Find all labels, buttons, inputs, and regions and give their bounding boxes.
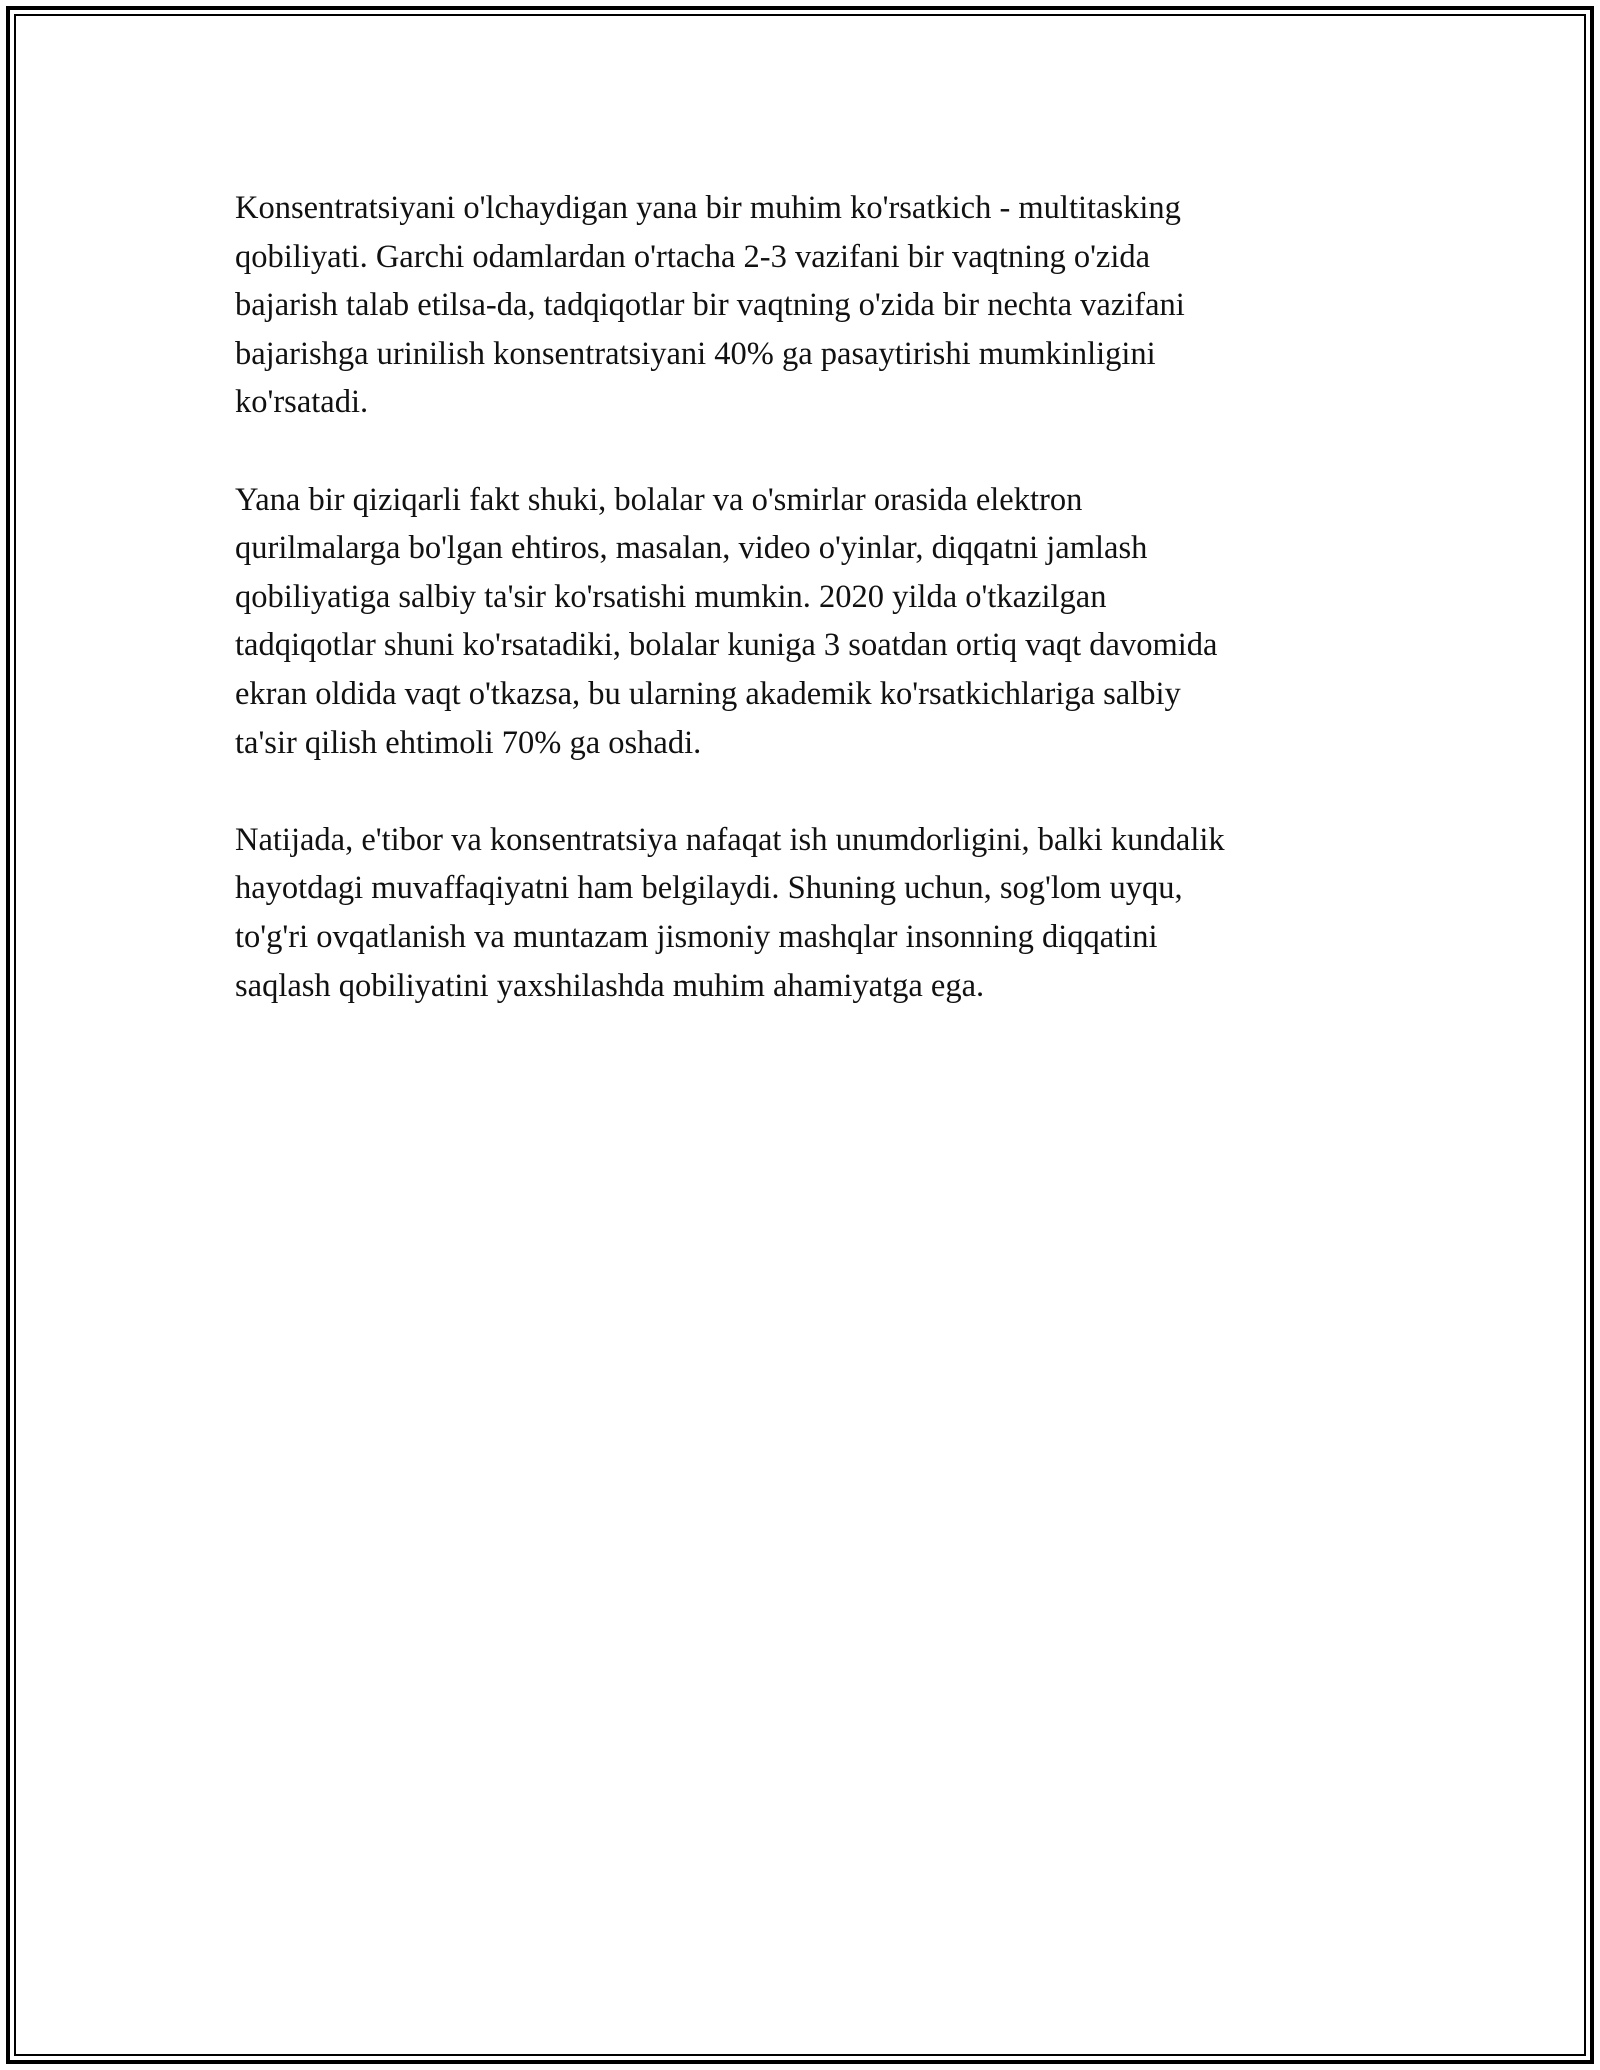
text-line: to'g'ri ovqatlanish va muntazam jismoniy mashqlar insonning diqqatini — [235, 918, 1158, 955]
text-line: tadqiqotlar shuni ko'rsatadiki, bolalar kuniga 3 soatdan ortiq vaqt davomida — [235, 627, 1218, 664]
text-line: bajarish talab etilsa-da, tadqiqotlar bir vaqtning o'zida bir nechta vazifani — [235, 287, 1185, 324]
text-line: hayotdagi muvaffaqiyatni ham belgilaydi. Shuning uchun, sog'lom uyqu, — [235, 870, 1183, 907]
text-line: Yana bir qiziqarli fakt shuki, bolalar va o'smirlar orasida elektron — [235, 481, 1083, 518]
text-line: qobiliyatiga salbiy ta'sir ko'rsatishi mumkin. 2020 yilda o'tkazilgan — [235, 578, 1107, 615]
document-body — [235, 184, 1365, 1059]
paragraph-conclusion — [235, 816, 1365, 1010]
text-line: saqlash qobiliyatini yaxshilashda muhim ahamiyatga ega. — [235, 967, 985, 1004]
text-line: ekran oldida vaqt o'tkazsa, bu ularning akademik ko'rsatkichlariga salbiy — [235, 675, 1181, 712]
text-line: ta'sir qilish ehtimoli 70% ga oshadi. — [235, 724, 702, 761]
text-line: Konsentratsiyani o'lchaydigan yana bir muhim ko'rsatkich - multitasking — [235, 190, 1181, 226]
text-line: ko'rsatadi. — [235, 384, 369, 421]
text-line: Natijada, e'tibor va konsentratsiya nafaqat ish unumdorligini, balki kundalik — [235, 821, 1225, 858]
paragraph-screen-time — [235, 476, 1365, 768]
text-line: qurilmalarga bo'lgan ehtiros, masalan, video o'yinlar, diqqatni jamlash — [235, 530, 1148, 567]
text-line: bajarishga urinilish konsentratsiyani 40% ga pasaytirishi mumkinligini — [235, 335, 1156, 372]
paragraph-multitasking — [235, 184, 1365, 427]
text-line: qobiliyati. Garchi odamlardan o'rtacha 2-3 vazifani bir vaqtning o'zida — [235, 238, 1151, 275]
